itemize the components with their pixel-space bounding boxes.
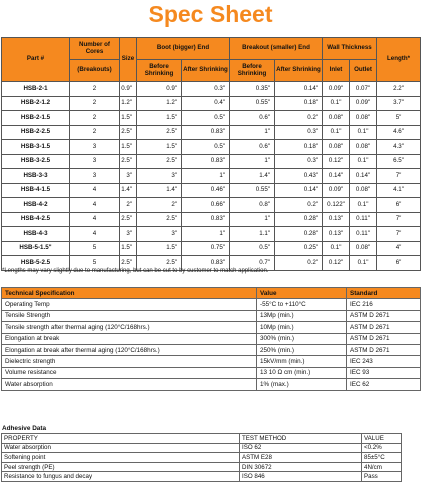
spec-row-cell: 0.09" <box>323 82 350 97</box>
spec-row-cell: 0.3" <box>275 125 323 140</box>
spec-row <box>2 212 421 227</box>
spec-row-cell: 1" <box>182 227 230 242</box>
adhesive-row-cell: <0.2% <box>362 443 402 453</box>
spec-row-cell: 1.5" <box>120 241 137 256</box>
spec-row-cell: 1.5" <box>137 140 182 155</box>
spec-row-cell: 0.3" <box>275 154 323 169</box>
spec-row-cell: 0.08" <box>350 140 377 155</box>
tech-row-cell: ASTM D 2671 <box>347 333 421 344</box>
spec-row-cell: HSB-3-3 <box>2 169 70 184</box>
spec-row-cell: HSB-2-2.5 <box>2 125 70 140</box>
spec-row-cell: 3" <box>120 227 137 242</box>
spec-row-cell: 0.8" <box>230 198 275 213</box>
spec-row-cell: 2 <box>70 125 120 140</box>
spec-row <box>2 241 421 256</box>
tech-row-cell: -55°C to +110°C <box>257 299 347 310</box>
tech-row <box>2 299 421 310</box>
spec-row-cell: 4 <box>70 212 120 227</box>
adhesive-table <box>1 433 402 482</box>
spec-row-cell: 7" <box>377 212 421 227</box>
spec-row-cell: HSB-4-3 <box>2 227 70 242</box>
spec-row-cell: 0.2" <box>275 111 323 126</box>
tech-row-cell: Volume resistance <box>2 367 257 378</box>
spec-row-cell: 0.2" <box>275 198 323 213</box>
spec-row <box>2 82 421 97</box>
spec-row-cell: 0.2" <box>275 256 323 271</box>
spec-row-cell: 6" <box>377 198 421 213</box>
spec-row <box>2 183 421 198</box>
spec-row-cell: 0.14" <box>275 82 323 97</box>
spec-row-cell: 1.4" <box>120 183 137 198</box>
spec-row-cell: 0.28" <box>275 212 323 227</box>
tech-row-cell: Elongation at break <box>2 333 257 344</box>
spec-row-cell: 0.18" <box>275 96 323 111</box>
spec-row-cell: 0.9" <box>120 82 137 97</box>
spec-row-cell: 2.5" <box>120 256 137 271</box>
header-boot-after: After Shrinking <box>182 60 230 82</box>
adhesive-row-cell: Water absorption <box>2 443 240 453</box>
spec-row-cell: 0.1" <box>350 154 377 169</box>
tech-row-cell: 15kV/mm (min.) <box>257 356 347 367</box>
spec-row-cell: 3" <box>137 169 182 184</box>
length-footnote: *Lengths may vary slightly due to manufacturing, but can be cut to by customer to match application. <box>2 268 269 274</box>
spec-row-cell: 1.5" <box>137 241 182 256</box>
spec-table <box>1 37 421 271</box>
spec-row-cell: 5" <box>377 111 421 126</box>
spec-row-cell: 3.7" <box>377 96 421 111</box>
tech-row-cell: Dielectric strength <box>2 356 257 367</box>
spec-row-cell: 1" <box>182 169 230 184</box>
spec-row-cell: 0.13" <box>323 212 350 227</box>
spec-row-cell: 1.2" <box>137 96 182 111</box>
adhesive-row-cell: DIN 30672 <box>240 462 362 472</box>
page-title: Spec Sheet <box>148 1 273 27</box>
tech-row <box>2 356 421 367</box>
adhesive-row <box>2 453 402 463</box>
spec-row-cell: 3 <box>70 154 120 169</box>
spec-row-cell: 0.122" <box>323 198 350 213</box>
spec-row-cell: 1.4" <box>137 183 182 198</box>
adhesive-row <box>2 462 402 472</box>
spec-row-cell: HSB-4-1.5 <box>2 183 70 198</box>
header-breakout-after: After Shrinking <box>275 60 323 82</box>
spec-row <box>2 125 421 140</box>
spec-row-cell: 2" <box>120 198 137 213</box>
tech-header-spec: Technical Specification <box>2 288 257 299</box>
spec-row-cell: HSB-5-1.5" <box>2 241 70 256</box>
spec-row-cell: 0.83" <box>182 212 230 227</box>
spec-row-cell: 0.1" <box>350 256 377 271</box>
tech-row <box>2 344 421 355</box>
header-boot-before: Before Shrinking <box>137 60 182 82</box>
tech-row-cell: 250% (min.) <box>257 344 347 355</box>
spec-row-cell: 0.5" <box>230 241 275 256</box>
spec-row-cell: HSB-4-2 <box>2 198 70 213</box>
adhesive-row-cell: ISO 62 <box>240 443 362 453</box>
tech-header-standard: Standard <box>347 288 421 299</box>
spec-row-cell: HSB-3-2.5 <box>2 154 70 169</box>
spec-row <box>2 111 421 126</box>
spec-row-cell: 7" <box>377 169 421 184</box>
spec-row-cell: 2.5" <box>120 212 137 227</box>
tech-row <box>2 367 421 378</box>
spec-row-cell: 2.5" <box>137 256 182 271</box>
spec-row-cell: 1.2" <box>120 96 137 111</box>
spec-row-cell: 0.7" <box>230 256 275 271</box>
adhesive-header-property: PROPERTY <box>2 434 240 444</box>
spec-row-cell: 0.3" <box>182 82 230 97</box>
spec-row-cell: 2 <box>70 82 120 97</box>
tech-row-cell: Water absorption <box>2 379 257 390</box>
spec-row-cell: 0.4" <box>182 96 230 111</box>
header-boot-end: Boot (bigger) End <box>137 38 230 60</box>
spec-row <box>2 169 421 184</box>
tech-row-cell: Elongation at break after thermal aging (120°C/168hrs.) <box>2 344 257 355</box>
spec-row-cell: 0.11" <box>350 227 377 242</box>
tech-row-cell: 10Mp (min.) <box>257 322 347 333</box>
spec-row-cell: 0.6" <box>230 111 275 126</box>
spec-row <box>2 227 421 242</box>
adhesive-row-cell: ISO 846 <box>240 472 362 482</box>
spec-row-cell: 2.5" <box>137 154 182 169</box>
spec-row-cell: 0.18" <box>275 140 323 155</box>
spec-row-cell: 3" <box>120 169 137 184</box>
spec-row-cell: 0.14" <box>350 169 377 184</box>
header-outlet: Outlet <box>350 60 377 82</box>
adhesive-row-cell: Peel strength (PE) <box>2 462 240 472</box>
adhesive-title: Adhesive Data <box>2 425 47 432</box>
spec-row-cell: 4.1" <box>377 183 421 198</box>
spec-row-cell: 4 <box>70 198 120 213</box>
tech-row-cell: Operating Temp <box>2 299 257 310</box>
spec-row-cell: HSB-2-1.2 <box>2 96 70 111</box>
spec-row-cell: HSB-4-2.5 <box>2 212 70 227</box>
spec-row-cell: 3 <box>70 169 120 184</box>
adhesive-row-cell: Resistance to fungus and decay <box>2 472 240 482</box>
spec-row-cell: 1" <box>230 125 275 140</box>
tech-row-cell: ASTM D 2671 <box>347 322 421 333</box>
spec-row <box>2 140 421 155</box>
spec-row-cell: 0.1" <box>323 125 350 140</box>
spec-row-cell: 0.5" <box>182 111 230 126</box>
spec-row-cell: 2.2" <box>377 82 421 97</box>
spec-row-cell: 0.1" <box>350 125 377 140</box>
spec-row-cell: 0.83" <box>182 256 230 271</box>
spec-row-cell: 1.5" <box>120 140 137 155</box>
adhesive-header-value: VALUE <box>362 434 402 444</box>
spec-row-cell: 0.75" <box>182 241 230 256</box>
adhesive-row-cell: Softening point <box>2 453 240 463</box>
spec-row-cell: 0.66" <box>182 198 230 213</box>
spec-row-cell: 0.9" <box>137 82 182 97</box>
spec-row-cell: 0.5" <box>182 140 230 155</box>
tech-row-cell: Tensile Strength <box>2 310 257 321</box>
spec-row-cell: 0.55" <box>230 96 275 111</box>
spec-row-cell: 0.11" <box>350 212 377 227</box>
spec-row-cell: 0.08" <box>350 241 377 256</box>
adhesive-row-cell: Pass <box>362 472 402 482</box>
tech-row <box>2 322 421 333</box>
spec-row-cell: 1.4" <box>230 169 275 184</box>
spec-row-cell: 2.5" <box>120 154 137 169</box>
spec-row-cell: 1" <box>230 212 275 227</box>
tech-row-cell: ASTM D 2671 <box>347 310 421 321</box>
spec-row-cell: 6" <box>377 256 421 271</box>
spec-row-cell: 4.3" <box>377 140 421 155</box>
spec-row-cell: 5 <box>70 256 120 271</box>
adhesive-row-cell: 4N/cm <box>362 462 402 472</box>
spec-row-cell: 4 <box>70 183 120 198</box>
spec-row-cell: HSB-2-1.5 <box>2 111 70 126</box>
spec-row-cell: 0.14" <box>323 169 350 184</box>
tech-row-cell: Tensile strength after thermal aging (120°C/168hrs.) <box>2 322 257 333</box>
spec-row-cell: 0.28" <box>275 227 323 242</box>
spec-row-cell: 0.08" <box>350 111 377 126</box>
spec-row-cell: 0.07" <box>350 82 377 97</box>
technical-spec-table <box>1 287 421 391</box>
spec-row-cell: 5 <box>70 241 120 256</box>
spec-row-cell: 6.5" <box>377 154 421 169</box>
tech-row-cell: 300% (min.) <box>257 333 347 344</box>
spec-row-cell: 4 <box>70 227 120 242</box>
spec-row-cell: 0.13" <box>323 227 350 242</box>
spec-row-cell: HSB-3-1.5 <box>2 140 70 155</box>
header-size: Size <box>120 38 137 82</box>
header-part: Part # <box>2 38 70 82</box>
header-cores: Number of Cores <box>70 38 120 60</box>
spec-row-cell: 0.43" <box>275 169 323 184</box>
spec-row-cell: 0.55" <box>230 183 275 198</box>
spec-row-cell: 0.14" <box>275 183 323 198</box>
tech-row-cell: 1% (max.) <box>257 379 347 390</box>
adhesive-row <box>2 472 402 482</box>
spec-row-cell: 2.5" <box>137 212 182 227</box>
spec-row-cell: 0.12" <box>323 256 350 271</box>
spec-row-cell: 0.09" <box>350 96 377 111</box>
spec-row <box>2 96 421 111</box>
spec-row-cell: 2.5" <box>120 125 137 140</box>
spec-row-cell: 0.08" <box>350 183 377 198</box>
spec-row-cell: 0.12" <box>323 154 350 169</box>
spec-row-cell: 4" <box>377 241 421 256</box>
spec-row <box>2 154 421 169</box>
adhesive-row-cell: 85±5°C <box>362 453 402 463</box>
tech-header-value: Value <box>257 288 347 299</box>
spec-row-cell: 0.1" <box>323 241 350 256</box>
spec-row-cell: 2 <box>70 111 120 126</box>
spec-row-cell: 0.08" <box>323 140 350 155</box>
tech-row <box>2 379 421 390</box>
tech-row <box>2 310 421 321</box>
tech-row <box>2 333 421 344</box>
header-breakout-end: Breakout (smaller) End <box>230 38 323 60</box>
header-length: Length* <box>377 38 421 82</box>
spec-row-cell: 2.5" <box>137 125 182 140</box>
spec-row-cell: 2 <box>70 96 120 111</box>
spec-row-cell: 7" <box>377 227 421 242</box>
tech-row-cell: ASTM D 2671 <box>347 344 421 355</box>
adhesive-header-test-method: TEST METHOD <box>240 434 362 444</box>
spec-row-cell: 0.09" <box>323 183 350 198</box>
spec-row-cell: 0.83" <box>182 154 230 169</box>
spec-row-cell: 0.83" <box>182 125 230 140</box>
tech-row-cell: IEC 216 <box>347 299 421 310</box>
spec-row-cell: HSB-2-1 <box>2 82 70 97</box>
spec-row-cell: 0.46" <box>182 183 230 198</box>
spec-row-cell: 3 <box>70 140 120 155</box>
spec-row-cell: 0.08" <box>323 111 350 126</box>
spec-row <box>2 198 421 213</box>
header-wall-thickness: Wall Thickness <box>323 38 377 60</box>
spec-row-cell: 0.1" <box>350 198 377 213</box>
spec-row-cell: 1" <box>230 154 275 169</box>
spec-row-cell: HSB-5-2.5 <box>2 256 70 271</box>
spec-row-cell: 0.6" <box>230 140 275 155</box>
spec-row-cell: 2" <box>137 198 182 213</box>
header-breakouts: (Breakouts) <box>70 60 120 82</box>
spec-row-cell: 4.6" <box>377 125 421 140</box>
spec-row-cell: 1.1" <box>230 227 275 242</box>
adhesive-row <box>2 443 402 453</box>
tech-row-cell: IEC 62 <box>347 379 421 390</box>
spec-row-cell: 0.1" <box>323 96 350 111</box>
header-breakout-before: Before Shrinking <box>230 60 275 82</box>
header-inlet: Inlet <box>323 60 350 82</box>
spec-row-cell: 1.5" <box>137 111 182 126</box>
tech-row-cell: IEC 243 <box>347 356 421 367</box>
spec-row-cell: 0.25" <box>275 241 323 256</box>
tech-row-cell: IEC 93 <box>347 367 421 378</box>
spec-row-cell: 0.35" <box>230 82 275 97</box>
spec-row-cell: 1.5" <box>120 111 137 126</box>
tech-row-cell: 13Mp (min.) <box>257 310 347 321</box>
adhesive-row-cell: ASTM E28 <box>240 453 362 463</box>
tech-row-cell: 13 10 Ω cm (min.) <box>257 367 347 378</box>
spec-row-cell: 3" <box>137 227 182 242</box>
